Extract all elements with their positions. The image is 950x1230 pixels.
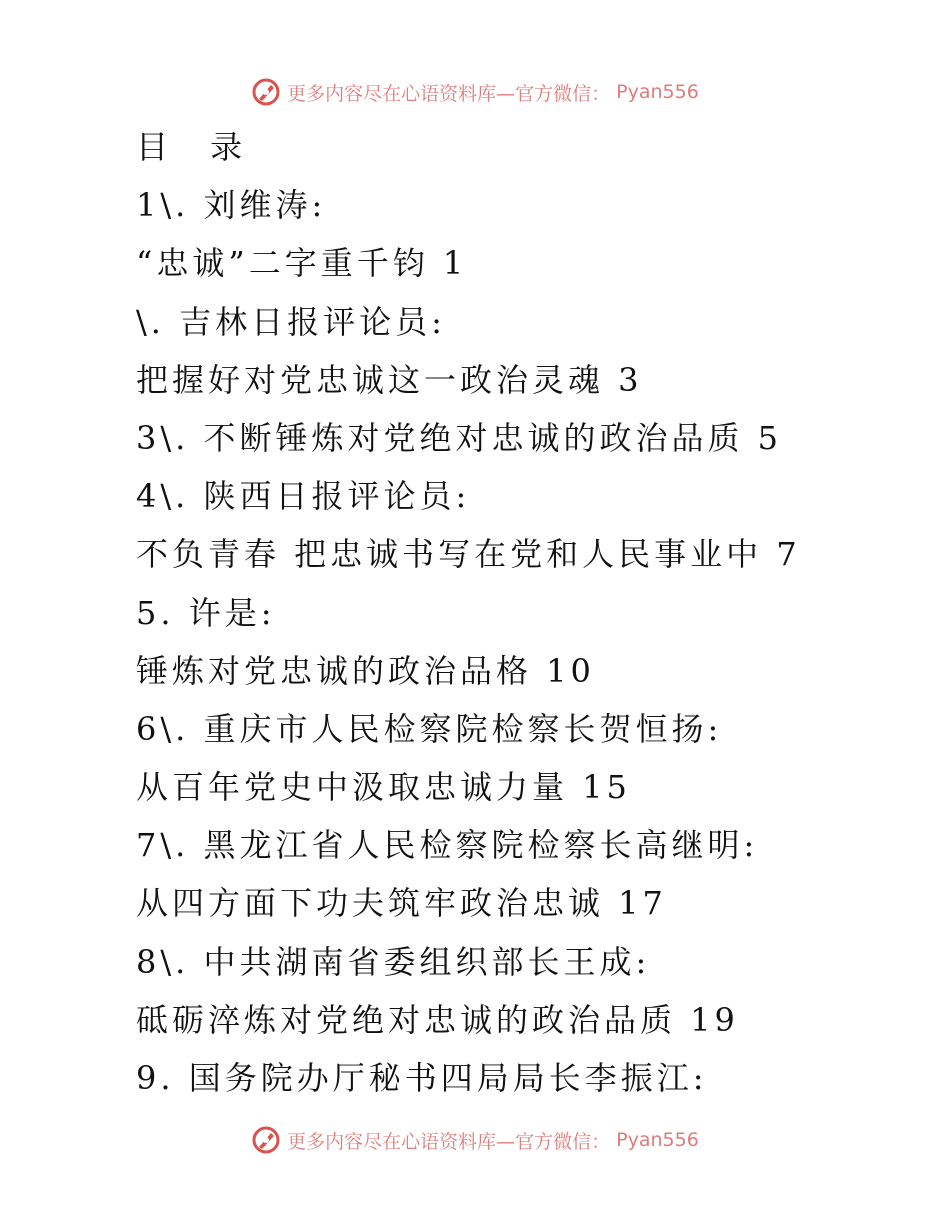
toc-line: 4\. 陕西日报评论员: bbox=[136, 477, 471, 516]
watermark-header bbox=[0, 72, 950, 112]
watermark-text: 更多内容尽在心语资料库—官方微信： bbox=[287, 82, 611, 105]
toc-line: 从百年党史中汲取忠诚力量 15 bbox=[136, 768, 631, 807]
toc-line: 1\. 刘维涛: bbox=[136, 186, 327, 225]
toc-line: 7\. 黑龙江省人民检察院检察长高继明: bbox=[136, 826, 759, 865]
toc-line: 不负青春 把忠诚书写在党和人民事业中 7 bbox=[136, 535, 801, 574]
toc-line: 把握好对党忠诚这一政治灵魂 3 bbox=[136, 360, 643, 399]
watermark-text: 更多内容尽在心语资料库—官方微信： bbox=[287, 1130, 611, 1153]
toc-line: “忠诚”二字重千钧 1 bbox=[136, 244, 468, 283]
toc-line: 从四方面下功夫筑牢政治忠诚 17 bbox=[136, 884, 667, 923]
toc-title: 目 录 bbox=[136, 128, 259, 166]
toc-line: 砥砺淬炼对党绝对忠诚的政治品质 19 bbox=[136, 1000, 739, 1039]
watermark-footer bbox=[0, 1120, 950, 1160]
toc-line: 5. 许是: bbox=[136, 593, 276, 632]
toc-line: 锤炼对党忠诚的政治品格 10 bbox=[136, 651, 595, 690]
toc-line: 9. 国务院办厅秘书四局局长李振江: bbox=[136, 1059, 708, 1097]
pen-logo-icon bbox=[251, 77, 281, 107]
watermark-id: Pyan556 bbox=[616, 1129, 699, 1151]
toc-line: \. 吉林日报评论员: bbox=[136, 302, 446, 341]
table-of-contents bbox=[136, 118, 916, 1107]
watermark-id: Pyan556 bbox=[616, 81, 699, 103]
toc-line: 3\. 不断锤炼对党绝对忠诚的政治品质 5 bbox=[136, 418, 783, 457]
pen-logo-icon bbox=[251, 1125, 281, 1155]
toc-line: 6\. 重庆市人民检察院检察长贺恒扬: bbox=[136, 709, 723, 748]
toc-line: 8\. 中共湖南省委组织部长王成: bbox=[136, 942, 651, 981]
